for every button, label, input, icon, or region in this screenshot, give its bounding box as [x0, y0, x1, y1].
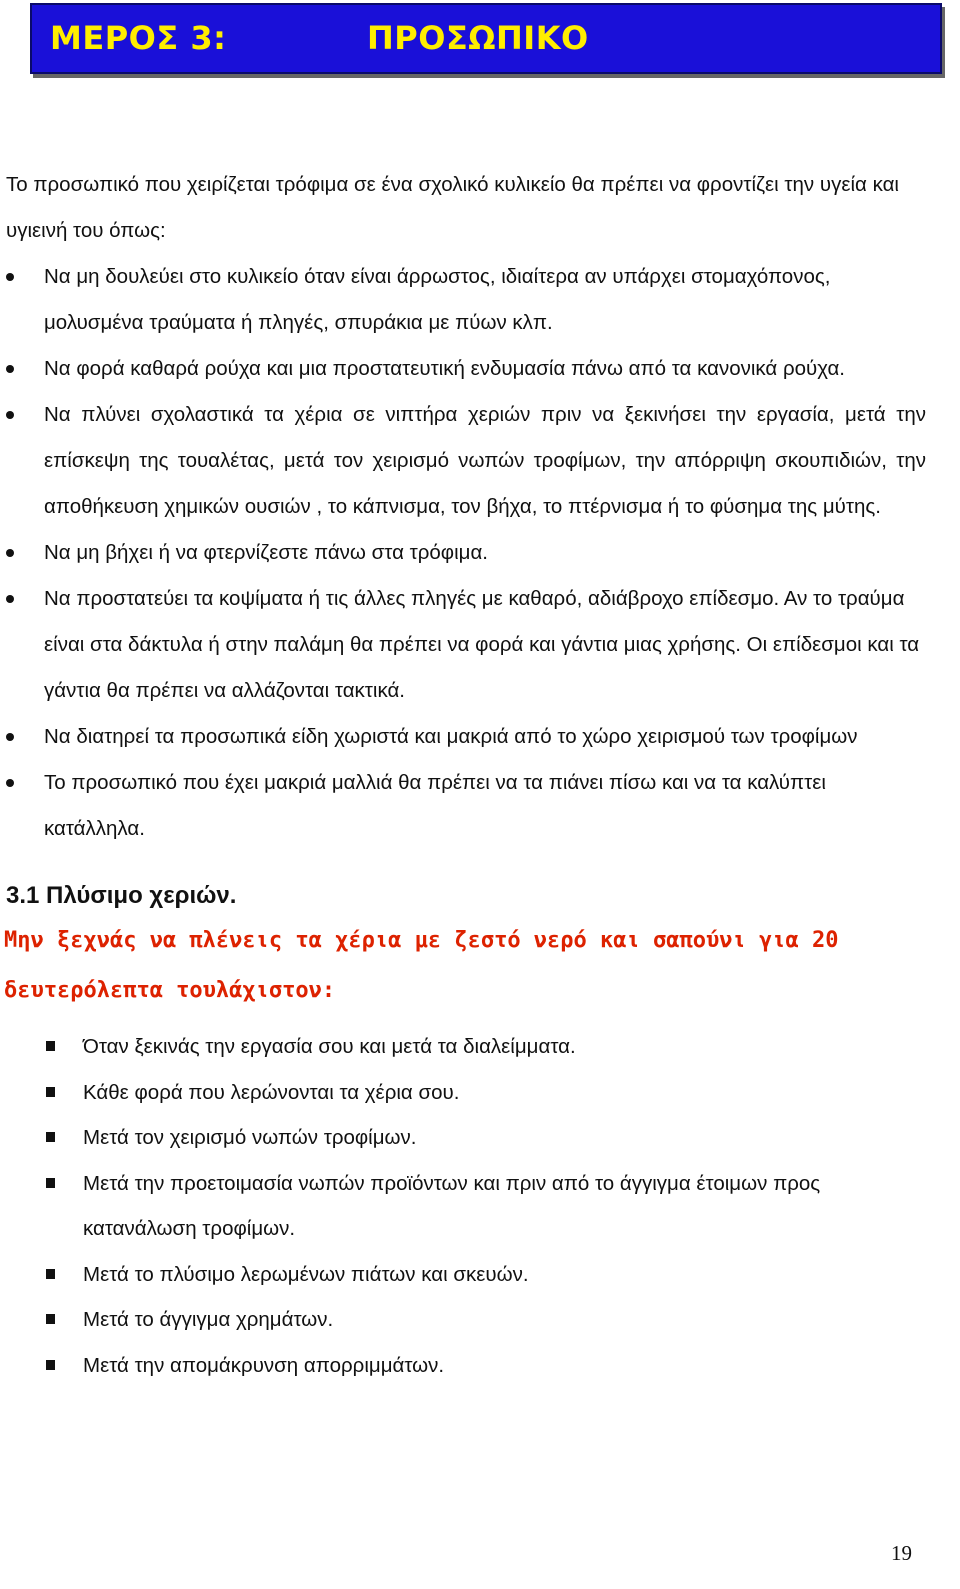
list-item: [6, 1343, 926, 1389]
square-bullet-icon: [46, 1360, 55, 1370]
square-bullet-icon: [46, 1269, 55, 1279]
item-text: Μετά την απομάκρυνση απορριμμάτων.: [83, 1353, 445, 1377]
item-text: Κάθε φορά που λερώνονται τα χέρια σου.: [83, 1080, 460, 1104]
header-part-label: ΜΕΡΟΣ 3:: [50, 19, 227, 57]
bullet-dot-icon: [6, 411, 14, 419]
section-heading: 3.1 Πλύσιμο χεριών.: [6, 882, 237, 909]
list-item: [6, 346, 926, 392]
list-item: [6, 530, 926, 576]
list-item: [6, 1161, 926, 1252]
item-text: Μετά το πλύσιμο λερωμένων πιάτων και σκευών.: [83, 1262, 529, 1286]
square-bullet-icon: [46, 1314, 55, 1324]
handwash-occasions-list: [6, 1024, 926, 1388]
header-title: ΠΡΟΣΩΠΙΚΟ: [367, 19, 589, 57]
item-text: Μετά τον χειρισμό νωπών τροφίμων.: [83, 1126, 417, 1149]
item-text: Όταν ξεκινάς την εργασία σου και μετά τα διαλείμματα.: [83, 1035, 576, 1058]
item-text: Μετά το άγγιγμα χρημάτων.: [83, 1308, 334, 1331]
bullet-text: Να διατηρεί τα προσωπικά είδη χωριστά και μακριά από το χώρο χειρισμού των τροφίμων: [44, 725, 858, 748]
intro-paragraph: Το προσωπικό που χειρίζεται τρόφιμα σε ένα σχολικό κυλικείο θα πρέπει να φροντίζει την υγεία και υγιεινή του όπως:: [6, 173, 899, 242]
list-item: [6, 1115, 926, 1161]
bullet-dot-icon: [6, 549, 14, 557]
list-item: [6, 254, 926, 346]
page-body: [6, 162, 926, 1388]
list-item: [6, 1252, 926, 1298]
bullet-dot-icon: [6, 595, 14, 603]
bullet-text: Να προστατεύει τα κοψίματα ή τις άλλες πληγές με καθαρό, αδιάβροχο επίδεσμο. Αν το τραύμα είναι στα δάκτυλα ή στην παλάμη θα πρέπει να φορά και γάντια μιας χρήσης. Οι επίδεσμοι και τα γάντια θα πρέπει να αλλάζονται τακτικά.: [44, 587, 920, 702]
bullet-text: Το προσωπικό που έχει μακριά μαλλιά θα πρέπει να τα πιάνει πίσω και να τα καλύπτει κατάλληλα.: [44, 771, 826, 840]
bullet-dot-icon: [6, 365, 14, 373]
square-bullet-icon: [46, 1041, 55, 1051]
square-bullet-icon: [46, 1178, 55, 1188]
square-bullet-icon: [46, 1132, 55, 1142]
section-header-banner: [30, 3, 942, 74]
bullet-dot-icon: [6, 779, 14, 787]
bullet-text: Να μη δουλεύει στο κυλικείο όταν είναι άρρωστος, ιδιαίτερα αν υπάρχει στομαχόπονος, μολυσμένα τραύματα ή πληγές, σπυράκια με πύων κλπ.: [44, 265, 831, 334]
bullet-text: Να φορά καθαρά ρούχα και μια προστατευτική ενδυμασία πάνω από τα κανονικά ρούχα.: [44, 357, 845, 380]
item-text: Μετά την προετοιμασία νωπών προϊόντων και πριν από το άγγιγμα έτοιμων προς κατανάλωση τροφίμων.: [83, 1171, 821, 1240]
list-item: [6, 1070, 926, 1116]
square-bullet-icon: [46, 1087, 55, 1097]
bullet-dot-icon: [6, 733, 14, 741]
hygiene-bullet-list: [6, 254, 926, 852]
list-item: [6, 392, 926, 530]
bullet-text: Να μη βήχει ή να φτερνίζεστε πάνω στα τρόφιμα.: [44, 541, 488, 564]
page-number: 19: [891, 1541, 912, 1565]
list-item: [6, 760, 926, 852]
bullet-text: Να πλύνει σχολαστικά τα χέρια σε νιπτήρα χεριών πριν να ξεκινήσει την εργασία, μετά την επίσκεψη της τουαλέτας, μετά τον χειρισμό νωπών τροφίμων, την απόρριψη σκουπιδιών, την αποθήκευση χημικών ουσιών , το κάπνισμα, τον βήχα, το πτέρνισμα ή το φύσημα της μύτης.: [44, 403, 926, 518]
list-item: [6, 1297, 926, 1343]
list-item: [6, 1024, 926, 1070]
list-item: [6, 576, 926, 714]
list-item: [6, 714, 926, 760]
handwash-reminder: Μην ξεχνάς να πλένεις τα χέρια με ζεστό νερό και σαπούνι για 20 δευτερόλεπτα τουλάχιστον:: [4, 928, 839, 1003]
bullet-dot-icon: [6, 273, 14, 281]
